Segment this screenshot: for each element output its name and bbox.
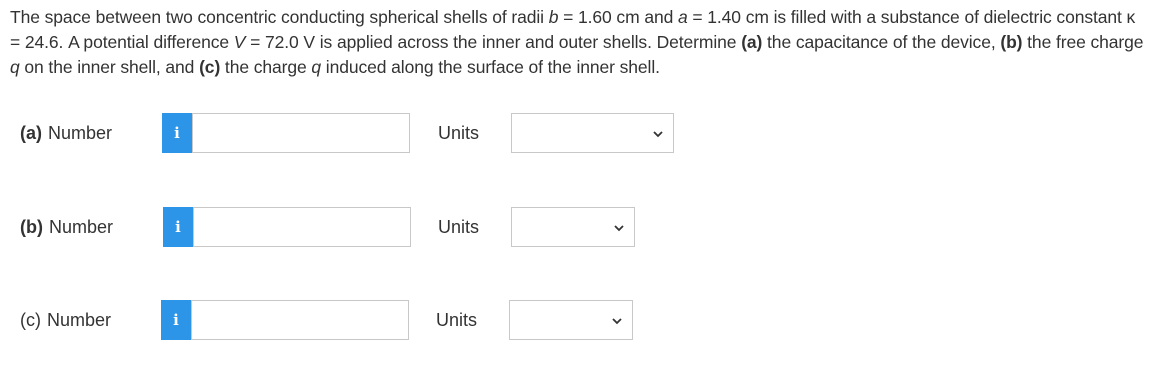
number-label: Number: [47, 310, 112, 330]
number-input[interactable]: [193, 207, 411, 247]
number-label: Number: [48, 123, 113, 143]
chevron-down-icon: [613, 223, 625, 233]
number-input[interactable]: [191, 300, 409, 340]
part-letter: (a): [20, 123, 42, 143]
number-input[interactable]: [192, 113, 410, 153]
info-icon[interactable]: i: [162, 113, 192, 153]
units-dropdown[interactable]: [509, 300, 633, 340]
info-icon[interactable]: i: [163, 207, 193, 247]
part-letter: (c): [20, 310, 41, 330]
units-label: Units: [436, 310, 478, 330]
part-label: [20, 122, 112, 144]
answer-row-b: [0, 206, 1153, 248]
question-text: The space between two concentric conducting spherical shells of radii b = 1.60 cm and a = 1.40 cm is filled with a substance of dielectric constant κ = 24.6. A potential difference V = 72.0 V is applied across the inner and outer shells. Determine (a) the capacitance of the device, (b) the free charge q on the inner shell, and (c) the charge q induced along the surface of the inner shell.: [10, 7, 1144, 77]
chevron-down-icon: [611, 316, 623, 326]
number-label: Number: [48, 217, 114, 237]
answer-row-a: [0, 112, 1153, 154]
units-dropdown[interactable]: [511, 207, 635, 247]
units-label: Units: [438, 217, 480, 237]
part-letter: (b): [20, 217, 43, 237]
part-label: [20, 309, 111, 331]
info-icon[interactable]: i: [161, 300, 191, 340]
chevron-down-icon: [652, 129, 664, 139]
units-label: Units: [438, 123, 480, 143]
part-label: [20, 216, 113, 238]
units-dropdown[interactable]: [511, 113, 674, 153]
answer-row-c: [0, 299, 1153, 341]
